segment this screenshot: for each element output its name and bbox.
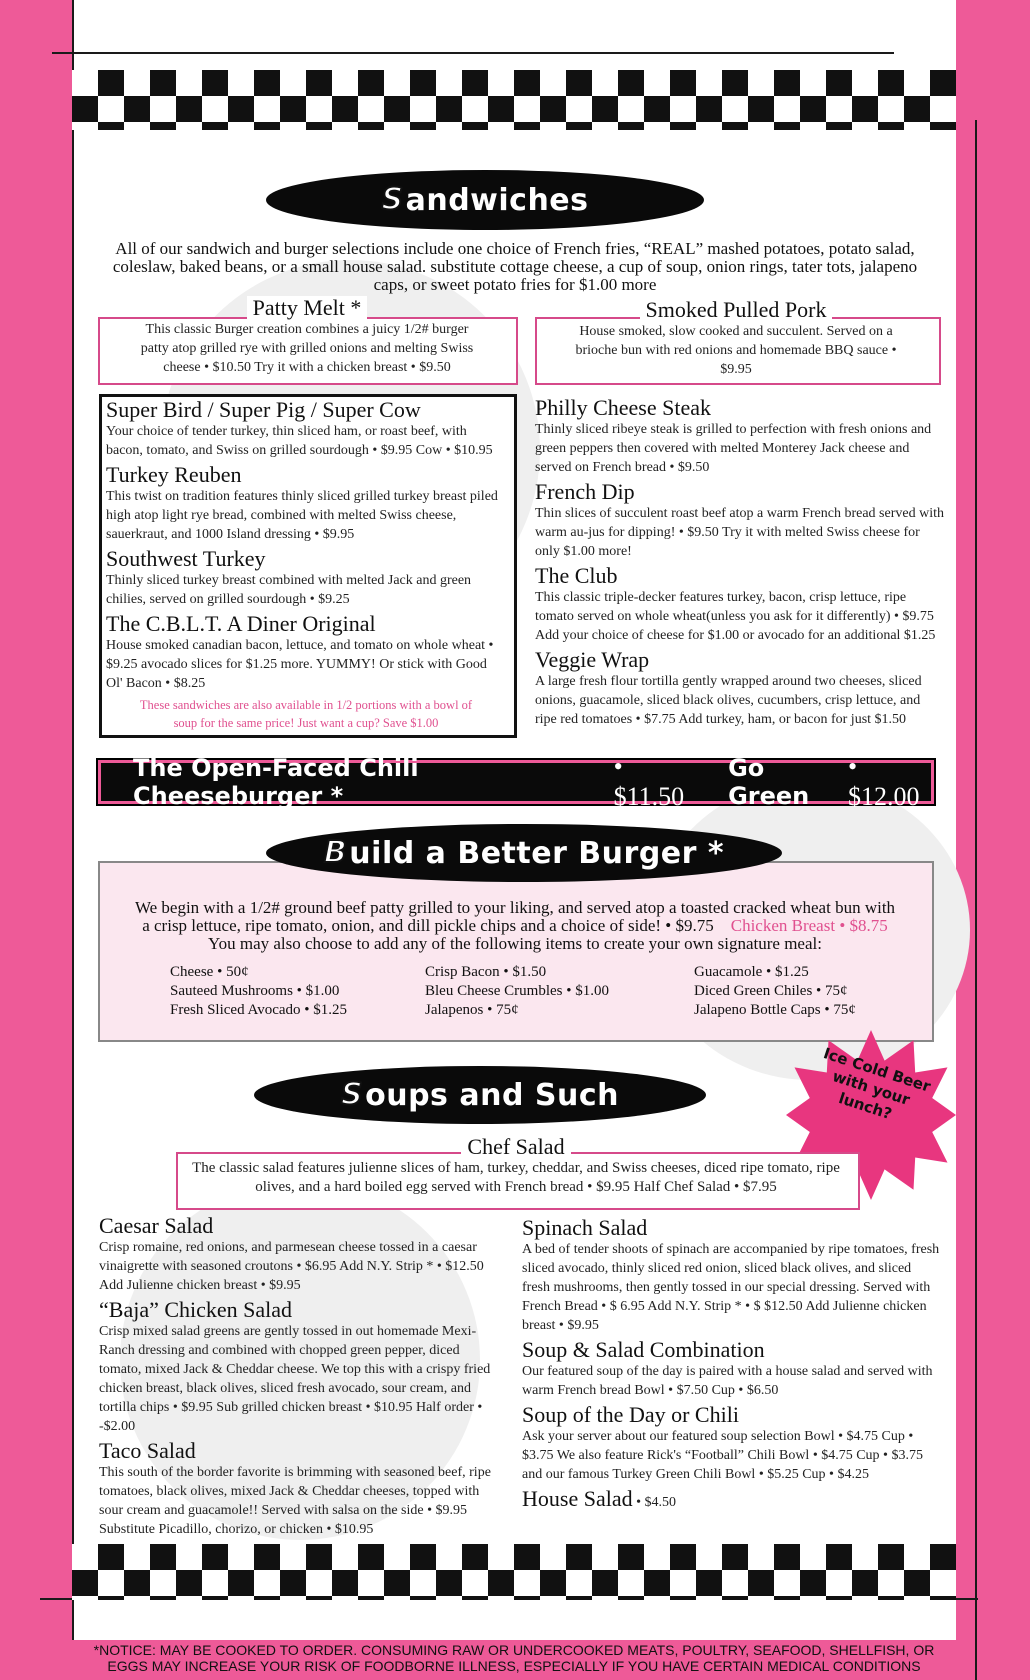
soups-left-list [99, 1214, 499, 1539]
pulled-pork [540, 298, 932, 379]
menu-item [106, 547, 506, 609]
house-salad-title: House Salad [522, 1486, 633, 1511]
addon-item: Crisp Bacon • $1.50 [425, 964, 547, 980]
item-title: Veggie Wrap [535, 647, 650, 672]
menu-item [106, 463, 506, 544]
item-title: Super Bird / Super Pig / Super Cow [106, 397, 421, 422]
item-desc: This south of the border favorite is brimming with seasoned beef, ripe tomatoes, black olives, mixed Jack & Cheddar cheeses, topped with sour cream and guacamole!! Served with salsa on the side • $9.95 Substitute Picadillo, chorizo, or chicken • $10.95 [99, 1465, 491, 1537]
item-desc: Our featured soup of the day is paired with a house salad and served with warm French bread Bowl • $7.50 Cup • $6.50 [522, 1364, 933, 1398]
go-green-name: Go Green [728, 754, 810, 810]
foodborne-notice: *NOTICE: MAY BE COOKED TO ORDER. CONSUMING RAW OR UNDERCOOKED MEATS, POULTRY, SEAFOOD, SHELLFISH, OR EGGS MAY INCREASE YOUR RISK OF FOODBORNE ILLNESS, ESPECIALLY IF YOU HAVE CERTAIN MEDICAL CONDITIONS [93, 1642, 935, 1674]
item-desc: A bed of tender shoots of spinach are accompanied by ripe tomatoes, fresh sliced avocado, thinly sliced red onion, sliced black olives, and sliced fresh mushrooms, then gently tossed in our special dressing. Served with French Bread • $ 6.95 Add N.Y. Strip * • $ $12.50 Add Julienne chicken breast • $9.95 [522, 1242, 940, 1333]
menu-item [522, 1338, 940, 1400]
sandwiches-heading: andwiches [405, 182, 589, 218]
item-title: The C.B.L.T. A Diner Original [106, 611, 376, 636]
chili-cheeseburger-price: • $11.50 [613, 752, 685, 811]
addon-item: Guacamole • $1.25 [694, 964, 809, 980]
addon-item: Fresh Sliced Avocado • $1.25 [170, 1002, 348, 1018]
menu-item [535, 396, 945, 477]
menu-item [522, 1487, 940, 1512]
chef-salad-desc: The classic salad features julienne slices of ham, turkey, cheddar, and Swiss cheeses, diced ripe tomato, ripe olives, and a hard boiled egg served with French bread • $9.95 Half Chef Salad • $7.95 [192, 1160, 840, 1195]
item-title: Caesar Salad [99, 1213, 214, 1238]
patty-melt [104, 296, 510, 377]
patty-melt-desc: This classic Burger creation combines a juicy 1/2# burger patty atop grilled rye with grilled onions and melting Swiss cheese • $10.50 Try it with a chicken breast • $9.50 [140, 322, 474, 375]
burger-addons-col-1 [170, 963, 347, 1020]
addon-item: Sauteed Mushrooms • $1.00 [170, 983, 340, 999]
burger-intro [110, 899, 920, 953]
addon-item: Jalapeno Bottle Caps • 75¢ [694, 1002, 856, 1018]
item-desc: A large fresh flour tortilla gently wrapped around two cheeses, sliced onions, guacamole, sliced black olives, cucumbers, crisp lettuce, and ripe red tomatoes • $7.75 Add turkey, ham, or bacon for just $1.50 [535, 674, 922, 727]
specials-bar [98, 752, 934, 811]
burger-initial: B [323, 835, 348, 870]
item-title: Philly Cheese Steak [535, 395, 711, 420]
frame-line [72, 0, 74, 1640]
item-title: Turkey Reuben [106, 462, 242, 487]
burger-banner [266, 824, 782, 882]
item-desc: Crisp romaine, red onions, and parmesean cheese tossed in a caesar vinaigrette with seasoned croutons • $6.95 Add N.Y. Strip * • $12.50 Add Julienne chicken breast • $9.95 [99, 1240, 484, 1293]
item-desc: Thin slices of succulent roast beef atop a warm French bread served with warm au-jus for dipping! • $9.50 Try it with melted Swiss cheese for only $1.00 more! [535, 506, 944, 559]
item-desc: Ask your server about our featured soup selection Bowl • $4.75 Cup • $3.75 We also feature Rick's “Football” Chili Bowl • $4.75 Cup • $3.75 and our famous Turkey Green Chili Bowl • $5.25 Cup • $4.25 [522, 1429, 923, 1482]
item-desc: Crisp mixed salad greens are gently tossed in out homemade Mexi-Ranch dressing and combined with chopped green pepper, diced tomato, mixed Jack & Cheddar cheese. We top this with a crispy fried chicken breast, black olives, sliced fresh avocado, sour cream, and tortilla chips • $9.95 Sub grilled chicken breast • $10.95 Half order • -$2.00 [99, 1324, 491, 1434]
item-title: The Club [535, 563, 618, 588]
item-desc: House smoked canadian bacon, lettuce, and tomato on whole wheat • $9.25 avocado slices for $1.25 more. YUMMY! Or stick with Good Ol' Bacon • $8.25 [106, 638, 494, 691]
addon-item: Diced Green Chiles • 75¢ [694, 983, 848, 999]
burger-line-3: You may also choose to add any of the following items to create your own signature meal: [208, 934, 822, 953]
menu-item [522, 1216, 940, 1335]
item-title: Taco Salad [99, 1438, 196, 1463]
chef-salad-title: Chef Salad [461, 1135, 570, 1159]
item-title: “Baja” Chicken Salad [99, 1297, 293, 1322]
chicken-breast-option: Chicken Breast • $8.75 [730, 916, 888, 935]
addon-item: Bleu Cheese Crumbles • $1.00 [425, 983, 609, 999]
checker-border-bottom [72, 1544, 956, 1600]
burger-line-2-wrap [110, 917, 920, 935]
menu-item [106, 612, 506, 693]
sandwiches-banner [266, 170, 704, 230]
sandwich-right-list [535, 396, 945, 729]
burger-line-2: a crisp lettuce, ripe tomato, onion, and dill pickle chips and a choice of side! • $9.75 [142, 916, 714, 935]
pulled-pork-title: Smoked Pulled Pork [640, 298, 833, 322]
frame-line [975, 120, 977, 1680]
sandwich-left-list [106, 398, 506, 732]
item-desc: This twist on tradition features thinly sliced grilled turkey breast piled high atop light rye bread, combined with melted Swiss cheese, sauerkraut, and 1000 Island dressing • $9.95 [106, 489, 498, 542]
menu-item [522, 1403, 940, 1484]
go-green-price: • $12.00 [847, 752, 920, 811]
menu-item [99, 1298, 499, 1436]
frame-line [52, 52, 894, 54]
chef-salad [180, 1135, 852, 1197]
menu-item [99, 1214, 499, 1295]
sandwiches-intro: All of our sandwich and burger selections include one choice of French fries, “REAL” mashed potatoes, potato salad, coleslaw, baked beans, or a small house salad. substitute cottage cheese, a cup of soup, onion rings, tater tots, jalapeno caps, or sweet potato fries for $1.00 more [112, 239, 918, 294]
patty-melt-title: Patty Melt * [247, 296, 368, 320]
item-title: Spinach Salad [522, 1215, 648, 1240]
half-portion-note: These sandwiches are also available in 1/2 portions with a bowl of soup for the same price! Just want a cup? Save $1.00 [139, 698, 473, 730]
burger-heading: uild a Better Burger * [349, 835, 725, 871]
menu-item [106, 398, 506, 460]
menu-item [535, 648, 945, 729]
item-title: Southwest Turkey [106, 546, 266, 571]
soups-right-list [522, 1216, 940, 1512]
soups-heading: oups and Such [365, 1077, 619, 1113]
sandwiches-initial: S [381, 182, 404, 217]
item-desc: Your choice of tender turkey, thin sliced ham, or roast beef, with bacon, tomato, and Swiss on grilled sourdough • $9.95 Cow • $10.95 [106, 424, 493, 458]
item-desc: Thinly sliced ribeye steak is grilled to perfection with fresh onions and green peppers then covered with melted Monterey Jack cheese and served on French bread • $9.50 [535, 422, 932, 475]
burger-addons-col-3 [694, 963, 856, 1020]
menu-item [535, 564, 945, 645]
item-desc: Thinly sliced turkey breast combined with melted Jack and green chilies, served on grilled sourdough • $9.25 [106, 573, 472, 607]
pulled-pork-desc: House smoked, slow cooked and succulent. Served on a brioche bun with red onions and homemade BBQ sauce • $9.95 [575, 324, 897, 377]
item-title: Soup of the Day or Chili [522, 1402, 739, 1427]
addon-item: Cheese • 50¢ [170, 964, 249, 980]
menu-item [99, 1439, 499, 1539]
addon-item: Jalapenos • 75¢ [425, 1002, 519, 1018]
checker-border-top [72, 70, 956, 130]
item-title: Soup & Salad Combination [522, 1337, 765, 1362]
soups-banner [254, 1066, 706, 1124]
house-salad-price: • $4.50 [632, 1495, 676, 1510]
item-title: French Dip [535, 479, 635, 504]
chili-cheeseburger-name: The Open-Faced Chili Cheeseburger * [133, 754, 419, 810]
beer-starburst-text: Ice Cold Beer with your lunch? [821, 1044, 933, 1124]
burger-addons-col-2 [425, 963, 609, 1020]
item-desc: This classic triple-decker features turkey, bacon, crisp lettuce, ripe tomato served on whole wheat(unless you ask for it differently) • $9.75 Add your choice of cheese for $1.00 or avocado for an additional $1.25 [535, 590, 936, 643]
burger-line-1: We begin with a 1/2# ground beef patty grilled to your liking, and served atop a toasted cracked wheat bun with [134, 898, 896, 917]
menu-item [535, 480, 945, 561]
soups-initial: S [341, 1077, 364, 1112]
